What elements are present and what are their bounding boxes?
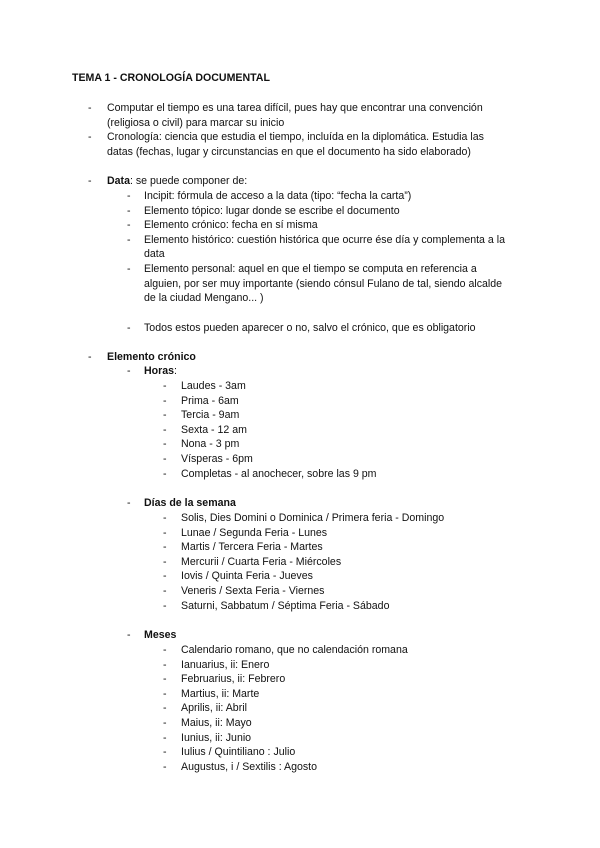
item-text: Elemento tópico: lugar donde se escribe el documento: [144, 204, 400, 217]
bullet-dash: -: [163, 687, 167, 700]
dia-item: Lunae / Segunda Feria - Lunes: [181, 526, 328, 539]
bullet-dash: -: [163, 409, 167, 422]
list-item: [127, 496, 427, 511]
bullet-dash: -: [127, 497, 131, 509]
list-item: [127, 233, 547, 262]
mes-item: Augustus, i / Sextilis : Agosto: [181, 760, 318, 773]
meses-heading: Meses: [144, 629, 177, 641]
cronico-heading-row: [88, 350, 388, 365]
bullet-dash: -: [127, 204, 131, 217]
hora-item: Sexta - 12 am: [181, 423, 247, 436]
dia-item: Saturni, Sabbatum / Séptima Feria - Sábado: [181, 599, 390, 612]
bullet-dash: -: [163, 570, 167, 583]
list-item: [163, 701, 543, 716]
list-item: [163, 599, 543, 614]
meses-heading-row: [127, 628, 427, 643]
mes-item: Calendario romano, que no calendación romana: [181, 644, 408, 656]
dias-heading-row: [127, 496, 427, 511]
list-item: [163, 526, 543, 541]
bullet-dash: -: [163, 599, 167, 612]
intro-line: Cronología: ciencia que estudia el tiempo, incluída en la diplomática. Estudia las: [107, 131, 484, 144]
bullet-dash: -: [163, 746, 167, 759]
bullet-dash: -: [127, 629, 131, 641]
list-item: [127, 218, 547, 233]
data-section: [88, 174, 548, 189]
bullet-dash: -: [88, 102, 92, 114]
item-text: Incipit: fórmula de acceso a la data (tipo: “fecha la carta”): [144, 190, 412, 202]
horas-heading-suffix: :: [174, 365, 177, 377]
list-item: [163, 467, 523, 482]
bullet-dash: -: [88, 131, 92, 144]
bullet-dash: -: [163, 380, 167, 392]
bullet-dash: -: [163, 702, 167, 715]
dia-item: Veneris / Sexta Feria - Viernes: [181, 584, 325, 597]
bullet-dash: -: [163, 731, 167, 744]
list-item: [163, 672, 543, 687]
hora-item: Vísperas - 6pm: [181, 452, 253, 465]
bullet-dash: -: [88, 351, 92, 363]
list-item: [163, 423, 523, 438]
bullet-dash: -: [127, 190, 131, 202]
list-item: [88, 101, 528, 130]
dias-list: [163, 511, 543, 613]
bullet-dash: -: [163, 394, 167, 407]
bullet-dash: -: [127, 219, 131, 232]
item-text: data: [144, 248, 165, 261]
mes-item: Maius, ii: Mayo: [181, 716, 252, 729]
list-item: [163, 584, 543, 599]
cronico-heading: Elemento crónico: [107, 351, 196, 363]
list-item: [163, 394, 523, 409]
bullet-dash: -: [127, 233, 131, 246]
hora-item: Completas - al anochecer, sobre las 9 pm: [181, 467, 377, 480]
bullet-dash: -: [163, 512, 167, 524]
mes-item: Ianuarius, ii: Enero: [181, 658, 270, 671]
meses-list: [163, 643, 543, 774]
bullet-dash: -: [163, 541, 167, 554]
dias-heading: Días de la semana: [144, 497, 236, 509]
horas-heading: Horas: [144, 365, 175, 377]
bullet-dash: -: [163, 584, 167, 597]
data-heading: Data: [107, 175, 130, 187]
list-item: [163, 687, 543, 702]
mes-item: Aprilis, ii: Abril: [181, 702, 247, 715]
bullet-dash: -: [163, 644, 167, 656]
list-item: [163, 745, 543, 760]
list-item: [163, 731, 543, 746]
hora-item: Tercia - 9am: [181, 409, 240, 422]
item-text: de la ciudad Mengano... ): [144, 292, 264, 305]
list-item: [163, 555, 543, 570]
bullet-dash: -: [163, 438, 167, 451]
intro-line: datas (fechas, lugar y circunstancias en que el documento ha sido elaborado): [107, 145, 471, 158]
intro-line: (religiosa o civil) para marcar su inicio: [107, 116, 285, 129]
item-text: Elemento histórico: cuestión histórica que ocurre ése día y complementa a la: [144, 233, 505, 246]
bullet-dash: -: [127, 365, 131, 377]
hora-item: Nona - 3 pm: [181, 438, 240, 451]
list-item: [163, 760, 543, 775]
list-item: [163, 437, 523, 452]
bullet-dash: -: [163, 526, 167, 539]
mes-item: Iunius, ii: Junio: [181, 731, 252, 744]
list-item: [127, 262, 547, 306]
hora-item: Prima - 6am: [181, 394, 239, 407]
bullet-dash: -: [163, 658, 167, 671]
list-item: [127, 189, 547, 204]
list-item: [163, 658, 543, 673]
list-item: [127, 364, 427, 379]
dia-item: Martis / Tercera Feria - Martes: [181, 541, 323, 554]
list-item: [127, 321, 547, 336]
horas-heading-row: [127, 364, 427, 379]
dia-item: Mercurii / Cuarta Feria - Miércoles: [181, 555, 342, 568]
dia-item: Solis, Dies Domini o Dominica / Primera feria - Domingo: [181, 512, 445, 524]
item-text: alguien, por ser muy importante (siendo cónsul Fulano de tal, siendo alcalde: [144, 277, 503, 290]
bullet-dash: -: [163, 673, 167, 686]
dia-item: Iovis / Quinta Feria - Jueves: [181, 570, 313, 583]
list-item: [88, 130, 528, 159]
mes-item: Martius, ii: Marte: [181, 687, 260, 700]
horas-list: [163, 379, 523, 481]
data-note: [127, 321, 547, 336]
bullet-dash: -: [163, 555, 167, 568]
intro-line: Computar el tiempo es una tarea difícil, pues hay que encontrar una convención: [107, 102, 483, 114]
list-item: [163, 452, 523, 467]
list-item: [163, 379, 523, 394]
list-item: [163, 540, 543, 555]
bullet-dash: -: [127, 322, 131, 334]
hora-item: Laudes - 3am: [181, 380, 246, 392]
bullet-dash: -: [88, 175, 92, 187]
bullet-dash: -: [163, 423, 167, 436]
intro-list: [88, 101, 528, 159]
bullet-dash: -: [163, 467, 167, 480]
list-item: [163, 569, 543, 584]
data-heading-rest: : se puede componer de:: [129, 175, 248, 187]
item-text: Elemento crónico: fecha en sí misma: [144, 219, 318, 232]
list-item: [163, 408, 523, 423]
list-item: [127, 628, 427, 643]
bullet-dash: -: [163, 452, 167, 465]
page-title: TEMA 1 - CRONOLOGÍA DOCUMENTAL: [72, 72, 270, 84]
list-item: [127, 204, 547, 219]
mes-item: Februarius, ii: Febrero: [181, 673, 286, 686]
data-items: [127, 189, 547, 306]
bullet-dash: -: [127, 262, 131, 275]
list-item: [163, 643, 543, 658]
note-text: Todos estos pueden aparecer o no, salvo el crónico, que es obligatorio: [144, 322, 476, 334]
bullet-dash: -: [163, 716, 167, 729]
list-item: [163, 511, 543, 526]
list-item: [88, 174, 548, 189]
mes-item: Iulius / Quintiliano : Julio: [181, 746, 296, 759]
item-text: Elemento personal: aquel en que el tiempo se computa en referencia a: [144, 262, 477, 275]
bullet-dash: -: [163, 760, 167, 773]
list-item: [88, 350, 388, 365]
list-item: [163, 716, 543, 731]
